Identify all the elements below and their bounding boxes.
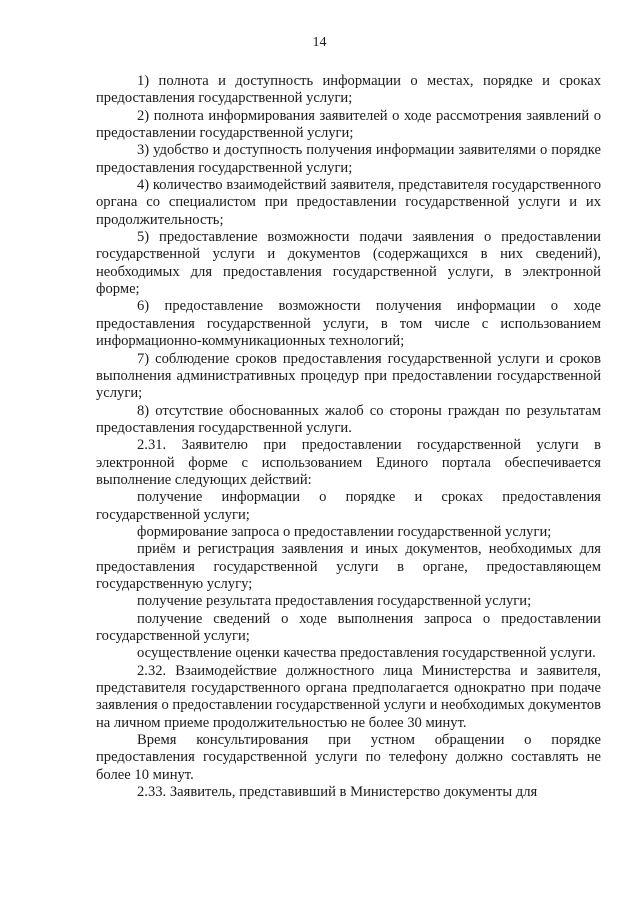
- paragraph-criterion-1: 1) полнота и доступность информации о местах, порядке и сроках предоставления государственной услуги;: [96, 73, 601, 107]
- paragraph-action-status: получение сведений о ходе выполнения запроса о предоставлении государственной услуги;: [96, 610, 601, 644]
- paragraph-criterion-3: 3) удобство и доступность получения информации заявителями о порядке предоставления государственной услуги;: [96, 142, 601, 176]
- paragraph-action-registration: приём и регистрация заявления и иных документов, необходимых для предоставления государственной услуги в органе, предоставляющем государственную услугу;: [96, 541, 601, 592]
- paragraph-criterion-5: 5) предоставление возможности подачи заявления о предоставлении государственной услуги и документов (содержащихся в них сведений), необходимых для предоставления государственной услуги, в электронной форме;: [96, 229, 601, 298]
- body-text: [96, 73, 601, 801]
- paragraph-criterion-4: 4) количество взаимодействий заявителя, представителя государственного органа со специалистом при предоставлении государственной услуги и их продолжительность;: [96, 177, 601, 228]
- paragraph-action-info: получение информации о порядке и сроках предоставления государственной услуги;: [96, 489, 601, 523]
- paragraph-criterion-2: 2) полнота информирования заявителей о ходе рассмотрения заявлений о предоставлении государственной услуги;: [96, 107, 601, 142]
- paragraph-section-2-32: 2.32. Взаимодействие должностного лица Министерства и заявителя, представителя государственного органа предполагается однократно при подаче заявления о предоставлении государственной услуги и необходимых документов на личном приеме продолжительностью не более 30 минут.: [96, 662, 601, 731]
- paragraph-section-2-33: 2.33. Заявитель, представивший в Министерство документы для: [137, 784, 538, 801]
- paragraph-criterion-8: 8) отсутствие обоснованных жалоб со стороны граждан по результатам предоставления государственной услуги.: [96, 402, 601, 436]
- paragraph-consultation-time: Время консультирования при устном обращении о порядке предоставления государственной услуги по телефону должно составлять не более 10 минут.: [96, 732, 601, 783]
- paragraph-criterion-6: 6) предоставление возможности получения информации о ходе предоставления государственной услуги, в том числе с использованием информационно-коммуникационных технологий;: [96, 298, 601, 350]
- paragraph-criterion-7: 7) соблюдение сроков предоставления государственной услуги и сроков выполнения административных процедур при предоставлении государственной услуги;: [96, 350, 601, 402]
- paragraph-action-result: получение результата предоставления государственной услуги;: [137, 593, 532, 610]
- paragraph-action-quality: осуществление оценки качества предоставления государственной услуги.: [137, 645, 596, 662]
- paragraph-section-2-31: 2.31. Заявителю при предоставлении государственной услуги в электронной форме с использованием Единого портала обеспечивается выполнение следующих действий:: [96, 437, 601, 488]
- paragraph-action-request: формирование запроса о предоставлении государственной услуги;: [137, 523, 552, 540]
- page-number: 14: [312, 35, 327, 50]
